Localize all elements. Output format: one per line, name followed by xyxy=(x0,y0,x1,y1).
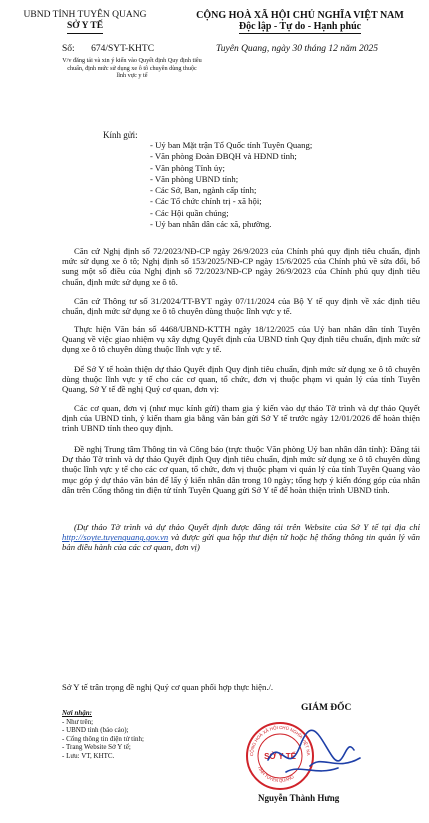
body-paragraph: Căn cứ Thông tư số 31/2024/TT-BYT ngày 07/11/2024 của Bộ Y tế quy định về xác định tiêu chuẩn, định mức sử dụng xe ô tô chuyên dùng thuộc lĩnh vực y tế. xyxy=(62,296,420,317)
recipient-item: - Các Sở, Ban, ngành cấp tỉnh; xyxy=(150,185,257,196)
copy-recipients xyxy=(62,709,144,761)
stamp-ring-text: CỘNG HOÀ XÃ HỘI CHỦ NGHĨA VIỆT NA xyxy=(248,724,312,757)
recipient-item: - Các Hội quần chúng; xyxy=(150,207,229,218)
recipients-label: Kính gửi: xyxy=(103,130,138,140)
motto: Độc lập - Tự do - Hạnh phúc xyxy=(238,21,362,32)
body-paragraph: Thực hiện Văn bản số 4468/UBND-KTTH ngày 18/12/2025 của Uỷ ban nhân dân tỉnh Tuyên Quang về việc giao nhiệm vụ xây dựng Quyết định của UBND tỉnh Quy định tiêu chuẩn, định mức sử dụng xe ô tô chuyên dùng thuộc lĩnh vực y tế. xyxy=(62,324,420,355)
document-number: Số: 674/SYT-KHTC xyxy=(62,44,155,54)
recipient-item: - Văn phòng Đoàn ĐBQH và HĐND tỉnh; xyxy=(150,151,297,162)
body-paragraph: Căn cứ Nghị định số 72/2023/NĐ-CP ngày 26/9/2023 của Chính phủ quy định tiêu chuẩn, định mức sử dụng xe ô tô; Nghị định số 153/2025/NĐ-CP ngày 15/6/2025 của Chính phủ về sửa đổi, bổ sung một số điều của Nghị định số 72/2023/NĐ-CP ngày 26/9/2023 của Chính phủ quy định tiêu chuẩn, định mức sử dụng xe ô tô. xyxy=(62,246,420,287)
org-name: SỞ Y TẾ xyxy=(67,21,103,34)
copy-recipient-item: - Cổng thông tin điện tử tỉnh; xyxy=(62,734,144,743)
copy-recipients-label: Nơi nhận: xyxy=(62,709,93,717)
document-date: Tuyên Quang, ngày 30 tháng 12 năm 2025 xyxy=(216,44,379,54)
copy-recipient-item: - Lưu: VT, KHTC. xyxy=(62,751,115,760)
recipient-item: - Uỷ ban nhân dân các xã, phường. xyxy=(150,219,272,230)
recipient-item: - Uỷ ban Mặt trận Tổ Quốc tỉnh Tuyên Quang; xyxy=(150,140,313,150)
stamp-bottom-text: TỈNH TUYÊN QUANG xyxy=(256,765,295,784)
issuing-organization xyxy=(10,10,160,34)
copy-recipient-item: - Trang Website Sở Y tế; xyxy=(62,743,131,752)
stamp-center-text: SỞ Y TẾ xyxy=(264,752,296,761)
national-header xyxy=(175,10,425,34)
copy-recipient-item: - Như trên; xyxy=(62,717,94,726)
closing-sentence: Sở Y tế trân trọng đề nghị Quý cơ quan phối hợp thực hiện./. xyxy=(62,682,274,692)
recipient-item: - Văn phòng Tỉnh ủy; xyxy=(150,162,225,173)
body-paragraph: Các cơ quan, đơn vị (như mục kính gửi) tham gia ý kiến vào dự thảo Tờ trình và dự thảo Quyết định của UBND tỉnh, ý kiến tham gia bằng văn bản gửi Sở Y tế trước ngày 12/01/2026 để hoàn thiện trình UBND tỉnh theo quy định. xyxy=(62,403,420,434)
body-paragraph: Đề nghị Trung tâm Thông tin và Công báo (trực thuộc Văn phòng Uỷ ban nhân dân tỉnh): Đăng tải Dự thảo Tờ trình và dự thảo Quyết định Quy định tiêu chuẩn, định mức sử dụng xe ô tô chuyên dùng thuộc lĩnh vực y tế cho các cơ quan, tổ chức, đơn vị thuộc phạm vi quản lý của tỉnh Tuyên Quang vào mục góp ý dự thảo văn bản để lấy ý kiến nhân dân trong 10 ngày; tổng hợp ý kiến đóng góp của nhân dân trên Cổng thông tin điện tử tỉnh Tuyên Quang gửi Sở Y tế để hoàn thiện trình UBND tỉnh. xyxy=(62,444,420,495)
signer-name: Nguyễn Thành Hưng xyxy=(258,793,340,803)
website-link[interactable]: http://soyte.tuyenquang.gov.vn xyxy=(62,532,169,543)
recipients-list xyxy=(150,140,312,230)
copy-recipient-item: - UBND tỉnh (báo cáo); xyxy=(62,726,129,735)
website-note: (Dự thảo Tờ trình và dự thảo Quyết định được đăng tải trên Website của Sở Y tế tại địa chỉ http://soyte.tuyenquang.gov.vn và được gửi qua hộp thư điện tử hoặc hệ thống thông tin quản lý văn bản điều hành của các cơ quan, đơn vị) xyxy=(62,522,420,553)
nation-title: CỘNG HOÀ XÃ HỘI CHỦ NGHĨA VIỆT NAM xyxy=(196,10,404,21)
org-parent: UBND TỈNH TUYÊN QUANG xyxy=(23,10,147,20)
body-paragraph: Để Sở Y tế hoàn thiện dự thảo Quyết định Quy định tiêu chuẩn, định mức sử dụng xe ô tô chuyên dùng thuộc lĩnh vực y tế cho các cơ quan, tổ chức, đơn vị thuộc phạm vi quản lý của tỉnh Tuyên Quang, Sở Y tế đề nghị Quý cơ quan, đơn vị: xyxy=(62,364,420,395)
recipient-item: - Văn phòng UBND tỉnh; xyxy=(150,173,239,184)
signer-title: GIÁM ĐỐC xyxy=(301,703,352,713)
recipient-item: - Các Tổ chức chính trị - xã hội; xyxy=(150,196,262,207)
official-stamp xyxy=(240,716,370,794)
document-subject: V/v đăng tải và xin ý kiến vào Quyết định Quy định tiêu chuẩn, định mức sử dụng xe ô tô chuyên dùng thuộc lĩnh vực y tế xyxy=(62,57,202,80)
